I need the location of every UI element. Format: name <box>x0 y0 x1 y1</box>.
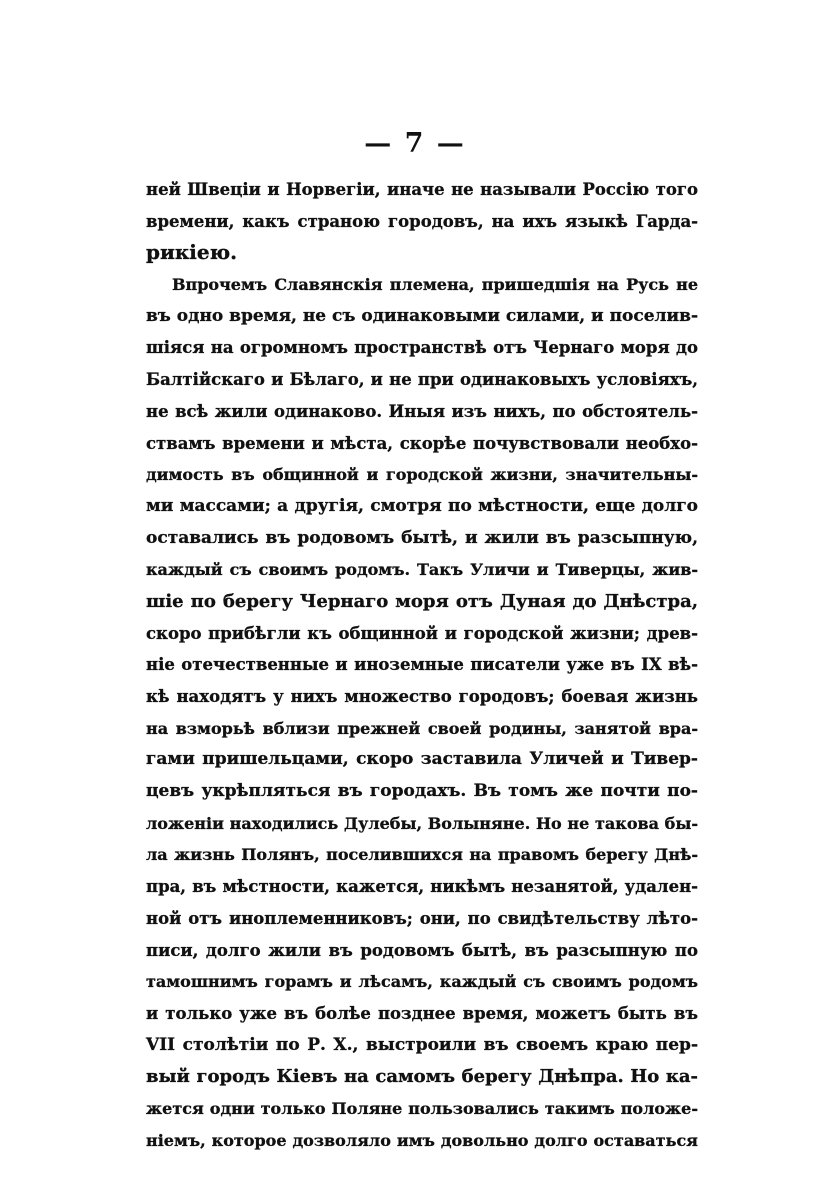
text-line: ла жизнь Полянъ, поселившихся на правомъ берегу Днѣ- <box>146 845 698 865</box>
text-line: ложеніи находились Дулебы, Волыняне. Но не такова бы- <box>146 813 698 833</box>
text-line: скоро прибѣгли къ общинной и городской жизни; древ- <box>146 623 698 643</box>
text-line: ніемъ, которое дозволяло имъ довольно долго оставаться <box>146 1130 698 1150</box>
text-line: димость въ общинной и городской жизни, значительны- <box>146 465 698 485</box>
text-line: гами пришельцами, скоро заставила Уличей и Тивер- <box>146 749 698 770</box>
page-number: — 7 — <box>364 128 466 159</box>
text-line: вый городъ Кіевъ на самомъ берегу Днѣпра. Но ка- <box>146 1066 698 1088</box>
text-line: VII столѣтіи по Р. Х., выстроили въ своемъ краю пер- <box>146 1034 698 1055</box>
text-line: шіе по берегу Чернаго моря отъ Дуная до Днѣстра, <box>146 590 698 612</box>
text-line: кѣ находятъ у нихъ множество городовъ; боевая жизнь <box>146 687 698 706</box>
text-line: каждый съ своимъ родомъ. Такъ Уличи и Тиверцы, жив- <box>146 560 698 580</box>
text-line: въ одно время, не съ одинаковыми силами, и поселив- <box>146 305 698 326</box>
text-line: тамошнимъ горамъ и лѣсамъ, каждый съ своимъ родомъ <box>146 972 698 992</box>
text-line: пра, въ мѣстности, кажется, никѣмъ незанятой, удален- <box>146 877 698 897</box>
text-line: писи, долго жили въ родовомъ бытѣ, въ разсыпную по <box>146 940 698 960</box>
text-line: не всѣ жили одинаково. Иныя изъ нихъ, по обстоятель- <box>146 401 698 421</box>
text-line: цевъ укрѣпляться въ городахъ. Въ томъ же почти по- <box>146 781 698 802</box>
text-line: жется одни только Поляне пользовались такимъ положе- <box>146 1098 698 1118</box>
text-line: шіяся на огромномъ пространствѣ отъ Чернаго моря до <box>146 338 698 358</box>
text-line: Балтійскаго и Бѣлаго, и не при одинаковыхъ условіяхъ, <box>146 370 698 390</box>
text-line: и только уже въ болѣе позднее время, можетъ быть въ <box>146 1003 698 1023</box>
text-line: оставались въ родовомъ бытѣ, и жили въ разсыпную, <box>146 527 698 548</box>
text-line: ной отъ иноплеменниковъ; они, по свидѣтельству лѣто- <box>146 908 698 928</box>
text-line: времени, какъ страною городовъ, на ихъ языкѣ Гарда- <box>146 211 698 231</box>
text-line: на взморьѣ вблизи прежней своей родины, занятой вра- <box>146 718 698 738</box>
text-line: ніе отечественные и иноземные писатели уже въ IX вѣ- <box>146 655 698 675</box>
text-line: ней Швеціи и Норвегіи, иначе не называли Россію того <box>146 180 698 199</box>
text-line: ствамъ времени и мѣста, скорѣе почувствовали необхо- <box>146 433 698 453</box>
text-line: рикіею. <box>146 240 238 265</box>
body-text <box>146 174 698 1156</box>
text-line: ми массами; а другія, смотря по мѣстности, еще долго <box>146 495 698 516</box>
text-line: Впрочемъ Славянскія племена, пришедшія на Русь не <box>172 275 698 295</box>
